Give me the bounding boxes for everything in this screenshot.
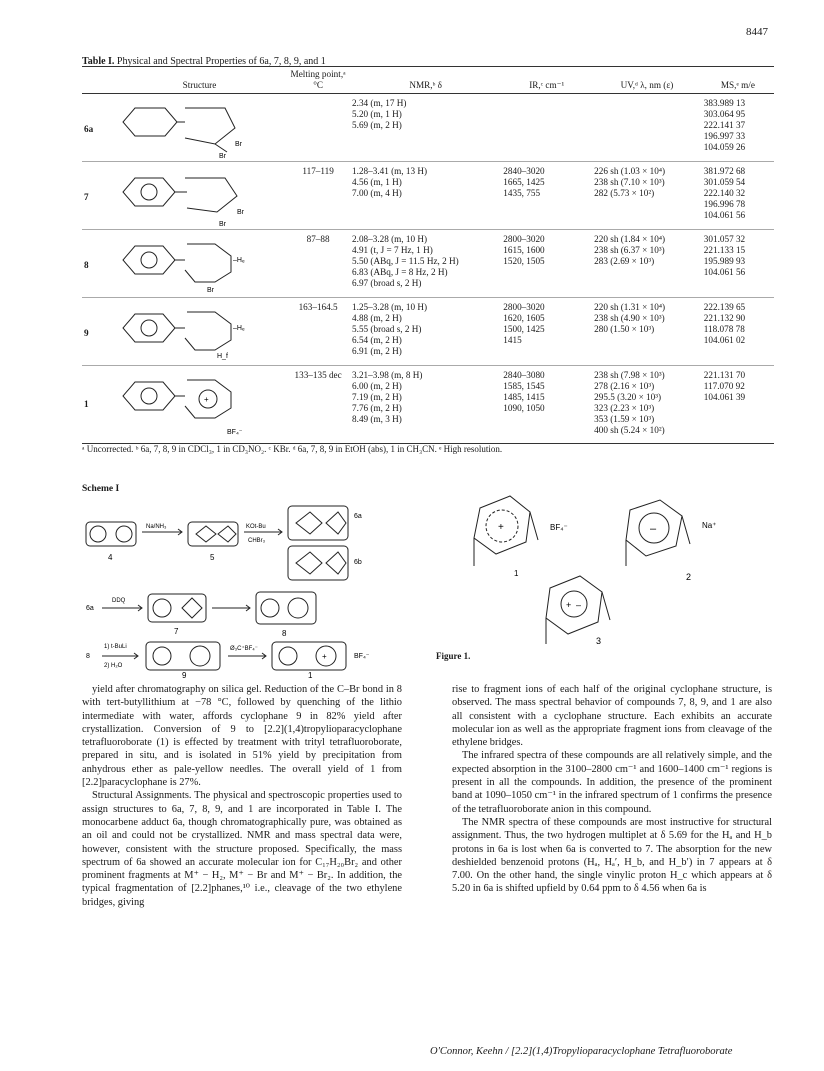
cell-line: 221.131 70 (703, 370, 746, 380)
compound-label: 7 (82, 162, 113, 230)
cell-line: 3.21–3.98 (m, 8 H) (352, 370, 423, 380)
cell-line: 283 (2.69 × 10³) (594, 256, 655, 266)
svg-text:–: – (650, 523, 657, 535)
ir-cell (501, 230, 592, 298)
molecule-3-drawing (546, 576, 610, 644)
header-structure: Structure (113, 67, 286, 94)
structure-8 (115, 234, 275, 294)
cell-line: 6.83 (ABq, J = 8 Hz, 2 H) (352, 267, 448, 277)
cell-line: 4.88 (m, 2 H) (352, 313, 402, 323)
header-nmr: NMR,ᵇ δ (350, 67, 501, 94)
cell-line: 301.059 54 (703, 177, 746, 187)
figure-label: 2 (686, 572, 692, 582)
body-paragraph: rise to fragment ions of each half of the original cyclophane structure, is observed. The mass spectral behavior of compounds 7, 8, 9, and 1 are also all consistent with a cyclophane structure. Each exhibits an accurate molecular ion as well as the appropriate fragment ions from cleavage of the ethylene bridges. (452, 684, 772, 749)
body-paragraph: Structural Assignments. The physical and spectroscopic properties used to assign structures to 6a, 7, 8, 9, and 1 are incorporated in Table I. The monocarbene adduct 6a, though chromatographically pure, was obtained as an oil and could not be crystallized. NMR and mass spectral data were, however, consistent with the structure proposed. Specifically, the mass spectrum of 6a showed an accurate molecular ion for C₁₇H₂₀Br₂ and other prominent fragments at M⁺ − H₂, M⁺ − Br and M⁺ − Br₂. In addition, the typical fragmentation of [2.2]phanes,¹⁰ i.e., cleavage of the two ethylene bridges, giving (82, 790, 402, 908)
cell-line: 226 sh (1.03 × 10⁴) (594, 166, 666, 176)
cell-line: 1090, 1050 (503, 403, 545, 413)
nmr-cell (350, 298, 501, 366)
cell-line: 295.5 (3.20 × 10³) (594, 392, 662, 402)
svg-text:Br: Br (234, 141, 242, 148)
cell-line: 7.00 (m, 4 H) (352, 188, 402, 198)
svg-text:+: + (203, 395, 209, 404)
cell-line: 2840–3080 (503, 370, 545, 380)
cell-line: 381.972 68 (703, 166, 746, 176)
scheme-label: 1 (308, 671, 313, 678)
cell-line: 303.064 95 (703, 109, 746, 119)
scheme-diagram (82, 498, 412, 678)
cell-line: 196.996 78 (703, 199, 746, 209)
uv-cell (592, 298, 702, 366)
scheme-label: 7 (174, 627, 179, 636)
cell-line: 5.55 (broad s, 2 H) (352, 324, 422, 334)
body-paragraph: yield after chromatography on silica gel. Reduction of the C–Br bond in 8 with tert-butyllithium at −78 °C, followed by quenching of the lithio intermediate with water, affords cyclophane 9 in 82% yield after crystallization. Conversion of 9 to [2.2](1,4)tropylioparacyclophane tetrafluoroborate (1) is effected by treatment with trityl tetrafluoroborate, prepared in situ, and is isolated in 51% yield by precipitation from anhydrous ether as pale-yellow needles. The overall yield of 1 from [2.2]paracyclophane is 27%. (82, 684, 402, 789)
svg-text:+: + (322, 652, 327, 661)
cell-line: 195.989 93 (703, 256, 746, 266)
uv-cell (592, 94, 702, 162)
scheme-label: 6a (354, 513, 362, 520)
reagent-label: DDQ (112, 598, 126, 604)
cell-line: 7.19 (m, 2 H) (352, 392, 402, 402)
cell-line: 1435, 755 (503, 188, 541, 198)
svg-text:Br: Br (218, 221, 226, 226)
table-row (82, 94, 774, 162)
cell-line: 280 (1.50 × 10³) (594, 324, 655, 334)
cell-line: 118.078 78 (703, 324, 745, 334)
body-column-left (82, 683, 402, 909)
header-ir: IR,ᶜ cm⁻¹ (501, 67, 592, 94)
cell-line: 1500, 1425 (503, 324, 545, 334)
cell-line: 5.20 (m, 1 H) (352, 109, 402, 119)
compound-1-structure (272, 642, 346, 670)
header-uv: UV,ᵈ λ, nm (ε) (592, 67, 702, 94)
nmr-cell (350, 366, 501, 444)
reagent-label: Ø₃C⁺BF₄⁻ (230, 646, 258, 652)
ir-cell (501, 366, 592, 444)
uv-cell (592, 230, 702, 298)
cell-line: 1415 (503, 335, 522, 345)
reagent-label: CHBr₃ (248, 538, 266, 544)
cell-line: 221.133 15 (703, 245, 746, 255)
reagent-label: Na/NH₃ (146, 524, 167, 530)
cell-line: 1.28–3.41 (m, 13 H) (352, 166, 428, 176)
cell-line: 6.00 (m, 2 H) (352, 381, 402, 391)
table-row: 8 –Hₑ Br 87–88 2.08–3.28 (m, 10 H) 4.91 (t, J = 7 Hz, 1 H) 5.50 (ABq, J = 11.5 Hz, 2 H) 6.83 (ABq, J = 8 Hz, 2 H) 6.97 (broad s, 2 H) 2800–3020 1615, 1600 1520, 1505 220 sh (1.84 × 10⁴) 238 sh (6.37 × 10³) 283 (2.69 × 10³) 301.057 32 221.133 15 195.989 93 104.061 56 (82, 230, 774, 298)
cell-line: 1620, 1605 (503, 313, 545, 323)
compound-4-structure (86, 522, 136, 546)
reagent-label: KOt-Bu (246, 524, 266, 530)
compound-label: 6a (84, 124, 94, 134)
compound-label: 1 (82, 366, 113, 444)
cell-line: 6.54 (m, 2 H) (352, 335, 402, 345)
cell-line: 7.76 (m, 2 H) (352, 403, 402, 413)
page-number: 8447 (746, 26, 768, 38)
header-melting: Melting point,ᵃ °C (286, 67, 350, 94)
figure-diagram (450, 488, 780, 648)
svg-text:Br: Br (218, 153, 226, 158)
cell-line: 353 (1.59 × 10³) (594, 414, 655, 424)
cell-line: 2800–3020 (503, 234, 545, 244)
cell-line: 301.057 32 (703, 234, 746, 244)
cell-line: 8.49 (m, 3 H) (352, 414, 402, 424)
cell-line: 238 sh (7.98 × 10³) (594, 370, 665, 380)
svg-text:+: + (566, 600, 572, 610)
nmr-cell (350, 162, 501, 230)
cell-line: 278 (2.16 × 10³) (594, 381, 655, 391)
cell-line: 1.25–3.28 (m, 10 H) (352, 302, 428, 312)
svg-text:Br: Br (206, 287, 214, 294)
structure-7 (115, 166, 275, 226)
body-paragraph: The infrared spectra of these compounds are all relatively simple, and the expected absorption in the 3100–2800 cm⁻¹ and 1600–1400 cm⁻¹ regions is present in all the compounds. In addition, the presence of the prominent band at 1090–1050 cm⁻¹ in the infrared spectrum of 1 confirms the presence of the tetrafluoroborate anion in this compound. (452, 750, 772, 815)
cell-line: 222.141 37 (703, 120, 746, 130)
scheme-label: 6a (86, 605, 94, 612)
figure-label: 1 (514, 569, 519, 578)
cell-line: 104.059 26 (703, 142, 746, 152)
cell-line: 1665, 1425 (503, 177, 545, 187)
compound-5-structure (188, 522, 238, 546)
cell-line: 1520, 1505 (503, 256, 545, 266)
cell-line: 196.997 33 (703, 131, 746, 141)
svg-text:–: – (576, 600, 582, 610)
ms-cell (702, 162, 774, 230)
cell-line: 400 sh (5.24 × 10²) (594, 425, 665, 435)
compound-label: 8 (82, 230, 113, 298)
cell-line: 323 (2.23 × 10³) (594, 403, 655, 413)
counterion-label: BF₄⁻ (354, 653, 370, 660)
table-footnote: ᵃ Uncorrected. ᵇ 6a, 7, 8, 9 in CDCl₃, 1 in CD₃NO₂. ᶜ KBr. ᵈ 6a, 7, 8, 9 in EtOH (abs), 1 in CH₃CN. ᵉ High resolution. (82, 444, 503, 454)
cell-line: 220 sh (1.84 × 10⁴) (594, 234, 666, 244)
ms-cell (702, 366, 774, 444)
ir-cell (501, 94, 592, 162)
cell-line: 2800–3020 (503, 302, 545, 312)
figure-label: 3 (596, 636, 602, 646)
compound-7-structure (148, 594, 206, 622)
counterion-label: BF₄⁻ (550, 523, 568, 532)
table-label: Table I. (82, 56, 115, 67)
scheme-label: 9 (182, 671, 187, 678)
table-row: 1 + BF₄⁻ 133–135 dec 3.21–3.98 (m, 8 H) 6.00 (m, 2 H) 7.19 (m, 2 H) 7.76 (m, 2 H) 8.49 (m, 3 H) 2840–3080 1585, 1545 1485, 1415 1090, 1050 238 sh (7.98 × 10³) 278 (2.16 × 10³) 295.5 (3.20 × 10³) 323 (2.23 × 10³) 353 (1.59 × 10³) 400 sh (5.24 × 10²) 221.131 70 117.070 92 104.061 39 (82, 366, 774, 444)
cell-line: 4.91 (t, J = 7 Hz, 1 H) (352, 245, 433, 255)
cell-line: 104.061 02 (703, 335, 746, 345)
cell-line: 221.132 90 (703, 313, 746, 323)
running-footer: O'Connor, Keehn / [2.2](1,4)Tropylioparacyclophane Tetrafluoroborate (430, 1046, 733, 1057)
cell-line: 5.69 (m, 2 H) (352, 120, 402, 130)
scheme-label: 5 (210, 553, 215, 562)
compound-9-structure (146, 642, 220, 670)
reagent-label: 1) t-BuLi (104, 644, 127, 650)
nmr-cell (350, 94, 501, 162)
cell-line: 4.56 (m, 1 H) (352, 177, 402, 187)
scheme-label: 6b (354, 559, 362, 566)
header-ms: MS,ᵉ m/e (702, 67, 774, 94)
cell-line: 222.139 65 (703, 302, 746, 312)
cell-line: 1585, 1545 (503, 381, 545, 391)
scheme-label: 8 (282, 629, 287, 638)
svg-text:+: + (498, 522, 504, 533)
cell-line: 1485, 1415 (503, 392, 545, 402)
cell-line: 2.08–3.28 (m, 10 H) (352, 234, 428, 244)
uv-cell (592, 366, 702, 444)
table-row: 9 –Hₑ H_f 163–164.5 1.25–3.28 (m, 10 H) 4.88 (m, 2 H) 5.55 (broad s, 2 H) 6.54 (m, 2 H) 6.91 (m, 2 H) 2800–3020 1620, 1605 1500, 1425 1415 220 sh (1.31 × 10⁴) 238 sh (4.90 × 10³) 280 (1.50 × 10³) 222.139 65 221.132 90 118.078 78 104.061 02 (82, 298, 774, 366)
compound-8-structure (256, 592, 316, 624)
reagent-label: 2) H₂O (104, 663, 123, 669)
svg-text:–Hₑ: –Hₑ (232, 325, 245, 332)
structure-1 (115, 370, 275, 436)
ms-cell (702, 298, 774, 366)
svg-text:Br: Br (236, 209, 244, 216)
cell-line: 238 sh (7.10 × 10³) (594, 177, 665, 187)
cell-line: 104.061 56 (703, 210, 746, 220)
compound-6a-structure (288, 506, 348, 540)
cell-line: 117.070 92 (703, 381, 745, 391)
cell-line: 220 sh (1.31 × 10⁴) (594, 302, 666, 312)
cell-line: 6.97 (broad s, 2 H) (352, 278, 422, 288)
cell-line: 222.140 32 (703, 188, 746, 198)
structure-9 (115, 302, 275, 362)
structure-6a (115, 98, 275, 158)
svg-text:H_f: H_f (216, 353, 228, 360)
table-row: 7 Br Br 117–119 1.28–3.41 (m, 13 H) 4.56 (m, 1 H) 7.00 (m, 4 H) 2840–3020 1665, 1425 1435, 755 226 sh (1.03 × 10⁴) 238 sh (7.10 × 10³) 282 (5.73 × 10²) 381.972 68 301.059 54 222.140 32 196.996 78 104.061 56 (82, 162, 774, 230)
uv-cell (592, 162, 702, 230)
ir-cell (501, 298, 592, 366)
ms-cell (702, 230, 774, 298)
cell-line: 2840–3020 (503, 166, 545, 176)
ir-cell (501, 162, 592, 230)
counterion-label: Na⁺ (702, 521, 717, 530)
molecule-1-drawing (474, 496, 538, 566)
nmr-cell (350, 230, 501, 298)
body-column-right (452, 683, 772, 896)
cell-line: 282 (5.73 × 10²) (594, 188, 655, 198)
molecule-2-drawing (626, 500, 690, 566)
compound-6b-structure (288, 546, 348, 580)
cell-line: 5.50 (ABq, J = 11.5 Hz, 2 H) (352, 256, 459, 266)
svg-text:BF₄⁻: BF₄⁻ (226, 429, 243, 436)
table-title-text: Physical and Spectral Properties of 6a, 7, 8, 9, and 1 (116, 56, 326, 67)
cell-line: 1615, 1600 (503, 245, 545, 255)
svg-text:–Hₑ: –Hₑ (232, 257, 245, 264)
figure-caption: Figure 1. (436, 651, 471, 661)
body-paragraph: The NMR spectra of these compounds are most instructive for structural assignment. Thus, the two hydrogen multiplet at δ 5.69 for the Hₐ and H_b protons in 6a is lost when 6a is converted to 7. The absorption for the new deshielded benzenoid protons (Hₐ, Hₐ′, H_b, and H_b′) in 7 appears at δ 7.00. On the other hand, the single vinylic proton H_c which appears at δ 5.20 in 6a is shifted upfield by 0.64 ppm to δ 4.56 when 6a is (452, 816, 772, 895)
cell-line: 383.989 13 (703, 98, 746, 108)
compound-label: 9 (82, 298, 113, 366)
properties-table (82, 66, 774, 444)
cell-line: 238 sh (4.90 × 10³) (594, 313, 665, 323)
cell-line: 238 sh (6.37 × 10³) (594, 245, 665, 255)
scheme-label: 4 (108, 553, 113, 562)
cell-line: 2.34 (m, 17 H) (352, 98, 407, 108)
scheme-title: Scheme I (82, 484, 120, 494)
cell-line: 6.91 (m, 2 H) (352, 346, 402, 356)
ms-cell (702, 94, 774, 162)
cell-line: 104.061 39 (703, 392, 746, 402)
cell-line: 104.061 56 (703, 267, 746, 277)
scheme-label: 8 (86, 653, 90, 660)
